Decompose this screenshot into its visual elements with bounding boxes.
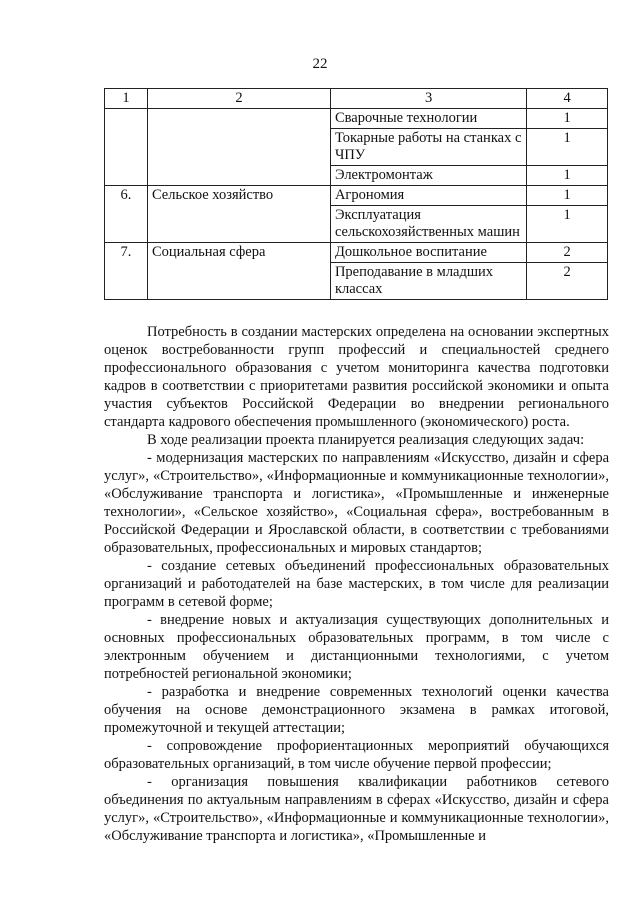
- sector-cell: Сельское хозяйство: [147, 186, 330, 243]
- sector-cell: Социальная сфера: [147, 243, 330, 300]
- workshop-count-cell: 2: [527, 243, 608, 263]
- task-item: - создание сетевых объединений профессиональных образовательных организаций и работодателей на базе мастерских, в том числе для реализации программ в сетевой форме;: [104, 558, 609, 610]
- sector-cell: [147, 109, 330, 186]
- workshop-count-cell: 1: [527, 166, 608, 186]
- table-row: [105, 109, 608, 129]
- task-item: - разработка и внедрение современных технологий оценки качества обучения на основе демонстрационного экзамена в рамках итоговой, промежуточной и текущей аттестации;: [104, 684, 609, 736]
- workshops-table: [104, 88, 608, 300]
- workshop-count-cell: 1: [527, 186, 608, 206]
- table-header-cell: 3: [330, 89, 526, 109]
- body-text: [104, 323, 609, 845]
- task-item: - организация повышения квалификации работников сетевого объединения по актуальным направлениям в сферах «Искусство, дизайн и сфера услуг», «Строительство», «Информационные и коммуникационные технологии», «Обслуживание транспорта и логистика», «Промышленные и: [104, 774, 609, 844]
- workshop-name-cell: Преподавание в младших классах: [330, 263, 526, 300]
- table-row: [105, 186, 608, 206]
- table-header-cell: 1: [105, 89, 148, 109]
- task-item: - сопровождение профориентационных мероприятий обучающихся образовательных организаций, в том числе обучение первой профессии;: [104, 738, 609, 772]
- workshop-name-cell: Токарные работы на станках с ЧПУ: [330, 129, 526, 166]
- workshop-name-cell: Электромонтаж: [330, 166, 526, 186]
- paragraph-tasks-intro: В ходе реализации проекта планируется реализация следующих задач:: [147, 432, 585, 448]
- table-header-row: [105, 89, 608, 109]
- workshop-name-cell: Дошкольное воспитание: [330, 243, 526, 263]
- page-number: 22: [312, 56, 328, 72]
- row-number-cell: 7.: [105, 243, 148, 300]
- row-number-cell: 6.: [105, 186, 148, 243]
- workshop-count-cell: 1: [527, 109, 608, 129]
- table-row: [105, 243, 608, 263]
- task-item: - модернизация мастерских по направлениям «Искусство, дизайн и сфера услуг», «Строительство», «Информационные и коммуникационные технологии», «Обслуживание транспорта и логистика», «Промышленные и инженерные технологии», «Сельское хозяйство», «Социальная сфера», востребованным в Российской Федерации и Ярославской области, в соответствии с требованиями образовательных, профессиональных и мировых стандартов;: [104, 450, 609, 556]
- workshop-count-cell: 1: [527, 129, 608, 166]
- row-number-cell: [105, 109, 148, 186]
- task-item: - внедрение новых и актуализация существующих дополнительных и основных профессиональных образовательных программ, в том числе с электронным обучением и дистанционными технологиями, с учетом потребностей региональной экономики;: [104, 612, 609, 682]
- table-header-cell: 2: [147, 89, 330, 109]
- workshop-name-cell: Агрономия: [330, 186, 526, 206]
- paragraph-rationale: Потребность в создании мастерских определена на основании экспертных оценок востребованности групп профессий и специальностей среднего профессионального образования с учетом мониторинга качества подготовки кадров в соответствии с приоритетами развития российской экономики и опыта участия субъектов Российской Федерации во внедрении регионального стандарта кадрового обеспечения промышленного (экономического) роста.: [104, 324, 609, 430]
- workshop-count-cell: 1: [527, 206, 608, 243]
- workshop-count-cell: 2: [527, 263, 608, 300]
- table-header-cell: 4: [527, 89, 608, 109]
- workshop-name-cell: Эксплуатация сельскохозяйственных машин: [330, 206, 526, 243]
- workshop-name-cell: Сварочные технологии: [330, 109, 526, 129]
